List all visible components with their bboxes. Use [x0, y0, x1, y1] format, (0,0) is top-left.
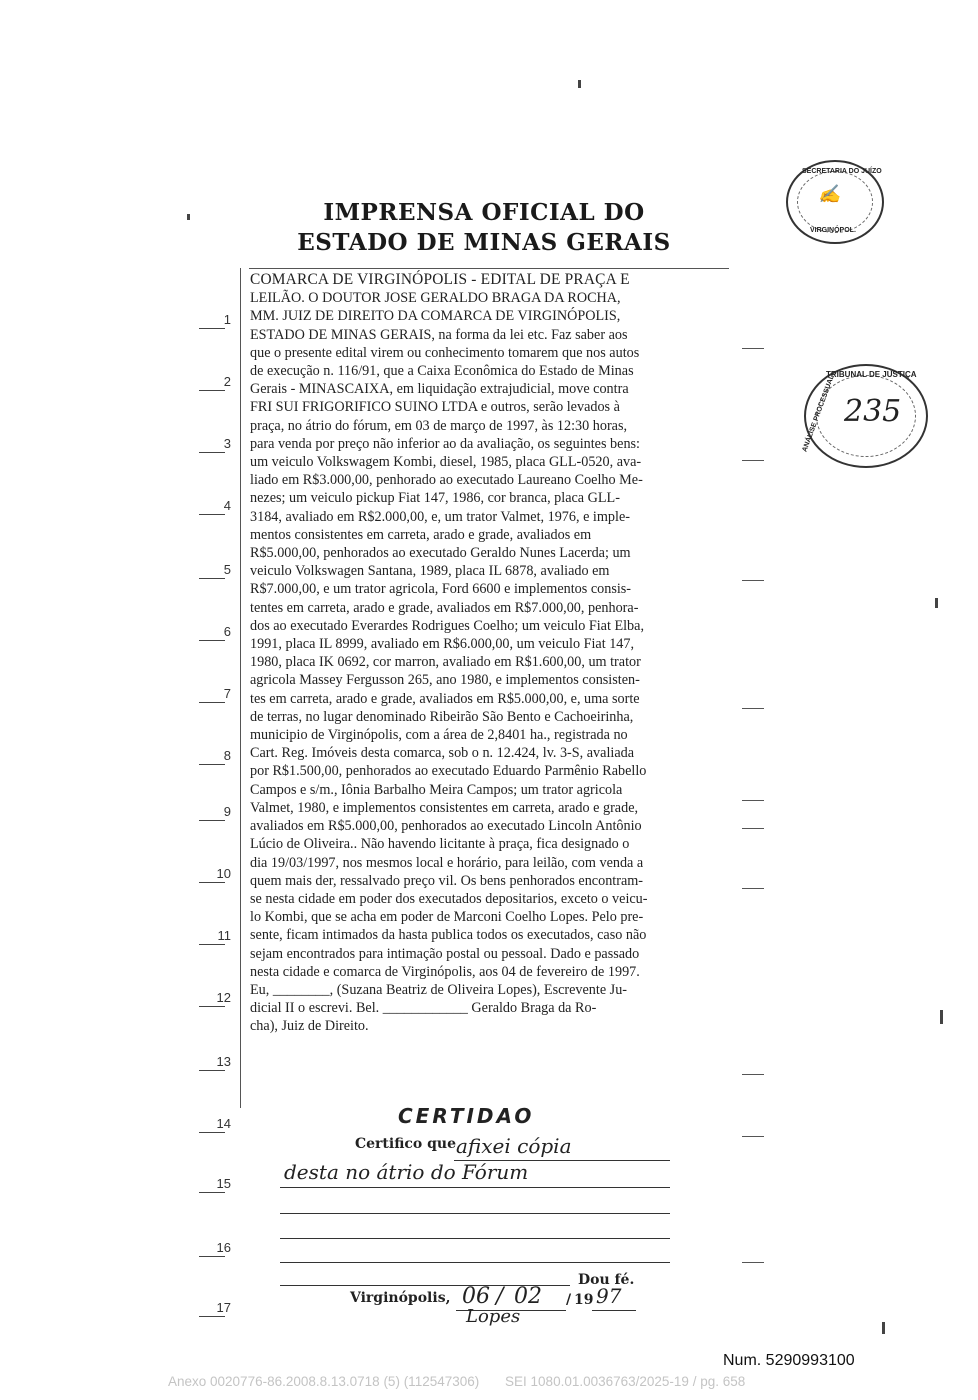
year-separator: / — [566, 1292, 572, 1308]
edital-line: praça, no átrio do fórum, em 03 de março de 1997, às 12:30 horas, — [250, 417, 628, 434]
scan-speck — [578, 80, 581, 88]
edital-line: dos ao executado Everardes Rodrigues Coelho; um veiculo Fiat Elba, — [250, 617, 644, 634]
edital-line: de terras, no lugar denominado Ribeirão São Bento e Cachoeirinha, — [250, 708, 634, 725]
line-number: 2 — [207, 374, 231, 389]
line-number: 14 — [207, 1116, 231, 1131]
scan-speck — [940, 1010, 943, 1024]
edital-line: se nesta cidade em poder dos executados depositarios, exceto o veicu- — [250, 890, 648, 907]
scan-speck — [882, 1322, 885, 1334]
edital-line: lo Kombi, que se acha em poder de Marconi Coelho Lopes. Pelo pre- — [250, 909, 644, 926]
certidao-place: Virginópolis, — [350, 1290, 451, 1306]
edital-line: 1991, placa IL 8999, avaliado em R$6.000,00, um veiculo Fiat 147, — [250, 636, 635, 653]
certidao-blank-line — [280, 1238, 670, 1239]
edital-line: Campos e s/m., Iônia Barbalho Meira Campos; um trator agricola — [250, 781, 623, 798]
dou-fe: Dou fé. — [578, 1272, 635, 1288]
edital-line: um veiculo Volkswagem Kombi, diesel, 1985, placa GLL-0520, ava- — [250, 454, 642, 471]
edital-line: R$5.000,00, penhorados ao executado Geraldo Nunes Lacerda; um — [250, 545, 631, 562]
certidao-blank-line — [280, 1213, 670, 1214]
tribunal-stamp-number: 235 — [844, 394, 902, 429]
line-number: 8 — [207, 748, 231, 763]
edital-line: dicial II o escrevi. Bel. ____________ Geraldo Braga da Ro- — [250, 1000, 597, 1017]
year-underline — [592, 1310, 636, 1311]
line-number: 16 — [207, 1240, 231, 1255]
margin-tick — [742, 888, 764, 889]
edital-line: Gerais - MINASCAIXA, em liquidação extrajudicial, move contra — [250, 381, 629, 398]
edital-line: R$7.000,00, e um trator agricola, Ford 6600 e implementos consis- — [250, 581, 632, 598]
line-number: 15 — [207, 1176, 231, 1191]
line-number: 3 — [207, 436, 231, 451]
edital-line: avaliados em R$5.000,00, penhorados ao executado Lincoln Antônio — [250, 818, 642, 835]
edital-line: dia 19/03/1997, nos mesmos local e horário, para leilão, com venda a — [250, 854, 644, 871]
edital-line: FRI SUI FRIGORIFICO SUINO LTDA e outros, serão levados à — [250, 399, 620, 416]
document-title — [200, 198, 768, 258]
certidao-handwritten-2: desta no átrio do Fórum — [284, 1160, 529, 1184]
margin-tick — [742, 460, 764, 461]
edital-line: Eu, ________, (Suzana Beatriz de Oliveira Lopes), Escrevente Ju- — [250, 981, 628, 998]
edital-line: agricola Massey Fergusson 265, ano 1980, e implementos consisten- — [250, 672, 640, 689]
certidao-year-suffix: 97 — [596, 1284, 622, 1308]
edital-line: Cart. Reg. Imóveis desta comarca, sob o n. 12.424, lv. 3-S, avaliada — [250, 745, 635, 762]
line-number: 17 — [207, 1300, 231, 1315]
edital-line: por R$1.500,00, penhorados ao executado Eduardo Parmênio Rabello — [250, 763, 647, 780]
line-number: 10 — [207, 866, 231, 881]
edital-line: liado em R$3.000,00, penhorado ao executado Laureano Coelho Me- — [250, 472, 643, 489]
line-number: 4 — [207, 498, 231, 513]
margin-tick — [742, 580, 764, 581]
edital-line: Valmet, 1980, e implementos consistentes em carreta, arado e grade, — [250, 799, 639, 816]
line-number: 5 — [207, 562, 231, 577]
edital-line: para venda por preço não inferior ao da avaliação, os seguintes bens: — [250, 435, 640, 452]
certidao-signature: Lopes — [466, 1306, 521, 1327]
tribunal-stamp — [801, 364, 928, 468]
edital-line: 1980, placa IK 0692, cor marron, avaliado em R$1.600,00, um trator — [250, 654, 641, 671]
certidao-underline — [280, 1187, 670, 1188]
certidao-handwritten-1: afixei cópia — [456, 1134, 572, 1158]
line-number: 9 — [207, 804, 231, 819]
edital-line: sejam encontrados para intimação postal ou pessoal. Dado e passado — [250, 945, 640, 962]
document-number: Num. 5290993100 — [723, 1352, 855, 1369]
secretaria-stamp-bottom-text: VIRGINÓPOL. — [810, 227, 856, 234]
footer-sei: SEI 1080.01.0036763/2025-19 / pg. 658 — [505, 1374, 746, 1389]
edital-line: nezes; um veiculo pickup Fiat 147, 1986, cor branca, placa GLL- — [250, 490, 620, 507]
line-number: 13 — [207, 1054, 231, 1069]
scan-speck — [187, 214, 190, 220]
line-number: 7 — [207, 686, 231, 701]
line-number: 1 — [207, 312, 231, 327]
title-line-1: IMPRENSA OFICIAL DO — [323, 199, 645, 226]
scan-speck — [935, 598, 938, 608]
stamp-monogram: ✍ — [818, 184, 841, 205]
margin-tick — [742, 1136, 764, 1137]
edital-heading: COMARCA DE VIRGINÓPOLIS - EDITAL DE PRAÇA E — [250, 271, 630, 288]
edital-line: nesta cidade e comarca de Virginópolis, aos 04 de fevereiro de 1997. — [250, 963, 640, 980]
line-number: 12 — [207, 990, 231, 1005]
edital-line: mentos consistentes em carreta, arado e grade, avaliados em — [250, 526, 592, 543]
edital-line: sente, ficam intimados da hasta publica todos os executados, caso não — [250, 927, 647, 944]
title-line-2: ESTADO DE MINAS GERAIS — [297, 229, 671, 256]
secretaria-stamp-text: SECRETARIA DO JUÍZO — [802, 168, 882, 175]
secretaria-stamp — [786, 160, 884, 244]
edital-line: que o presente edital virem ou conhecimento tomarem que nos autos — [250, 344, 640, 361]
edital-line: MM. JUIZ DE DIREITO DA COMARCA DE VIRGINÓPOLIS, — [250, 308, 621, 325]
edital-line: LEILÃO. O DOUTOR JOSE GERALDO BRAGA DA ROCHA, — [250, 290, 621, 307]
margin-tick — [742, 1262, 764, 1263]
edital-text — [250, 271, 730, 1036]
certidao-title: CERTIDAO — [398, 1104, 535, 1128]
certidao-blank-line — [280, 1262, 670, 1263]
margin-tick — [742, 828, 764, 829]
edital-line: municipio de Virginópolis, com a área de 2,8401 ha., registrada no — [250, 727, 628, 744]
margin-tick — [742, 1074, 764, 1075]
line-number: 6 — [207, 624, 231, 639]
margin-tick — [742, 800, 764, 801]
edital-line: de execução n. 116/91, que a Caixa Econômica do Estado de Minas — [250, 363, 634, 380]
date-separator: / — [496, 1284, 504, 1309]
margin-tick — [742, 348, 764, 349]
edital-line: ESTADO DE MINAS GERAIS, na forma da lei etc. Faz saber aos — [250, 326, 628, 343]
edital-line: 3184, avaliado em R$2.000,00, e, um trator Valmet, 1976, e imple- — [250, 508, 630, 525]
tribunal-stamp-side-text: ANÁLISE PROCESSUAL — [801, 374, 836, 453]
edital-line: Lúcio de Oliveira.. Não havendo licitante à praça, fica designado o — [250, 836, 630, 853]
edital-line: tes em carreta, arado e grade, avaliados em R$5.000,00, e, uma sorte — [250, 690, 640, 707]
edital-line: quem mais der, ressalvado preço vil. Os bens penhorados encontram- — [250, 872, 644, 889]
edital-line: veiculo Volkswagen Santana, 1989, placa IL 6878, avaliado em — [250, 563, 610, 580]
certidao-label: Certifico que — [355, 1136, 457, 1152]
line-number: 11 — [207, 928, 231, 943]
footer-reference — [168, 1374, 767, 1389]
certidao-date-day: 06 — [462, 1284, 490, 1309]
edital-line: tentes em carreta, arado e grade, avaliados em R$7.000,00, penhora- — [250, 599, 639, 616]
edital-line: cha), Juiz de Direito. — [250, 1018, 369, 1035]
certidao-date-month: 02 — [514, 1284, 542, 1309]
certidao-year-prefix: 19 — [574, 1292, 594, 1308]
tribunal-stamp-text: TRIBUNAL DE JUSTIÇA — [826, 370, 917, 379]
footer-anexo: Anexo 0020776-86.2008.8.13.0718 (5) (112547306) — [168, 1374, 480, 1389]
margin-tick — [742, 708, 764, 709]
